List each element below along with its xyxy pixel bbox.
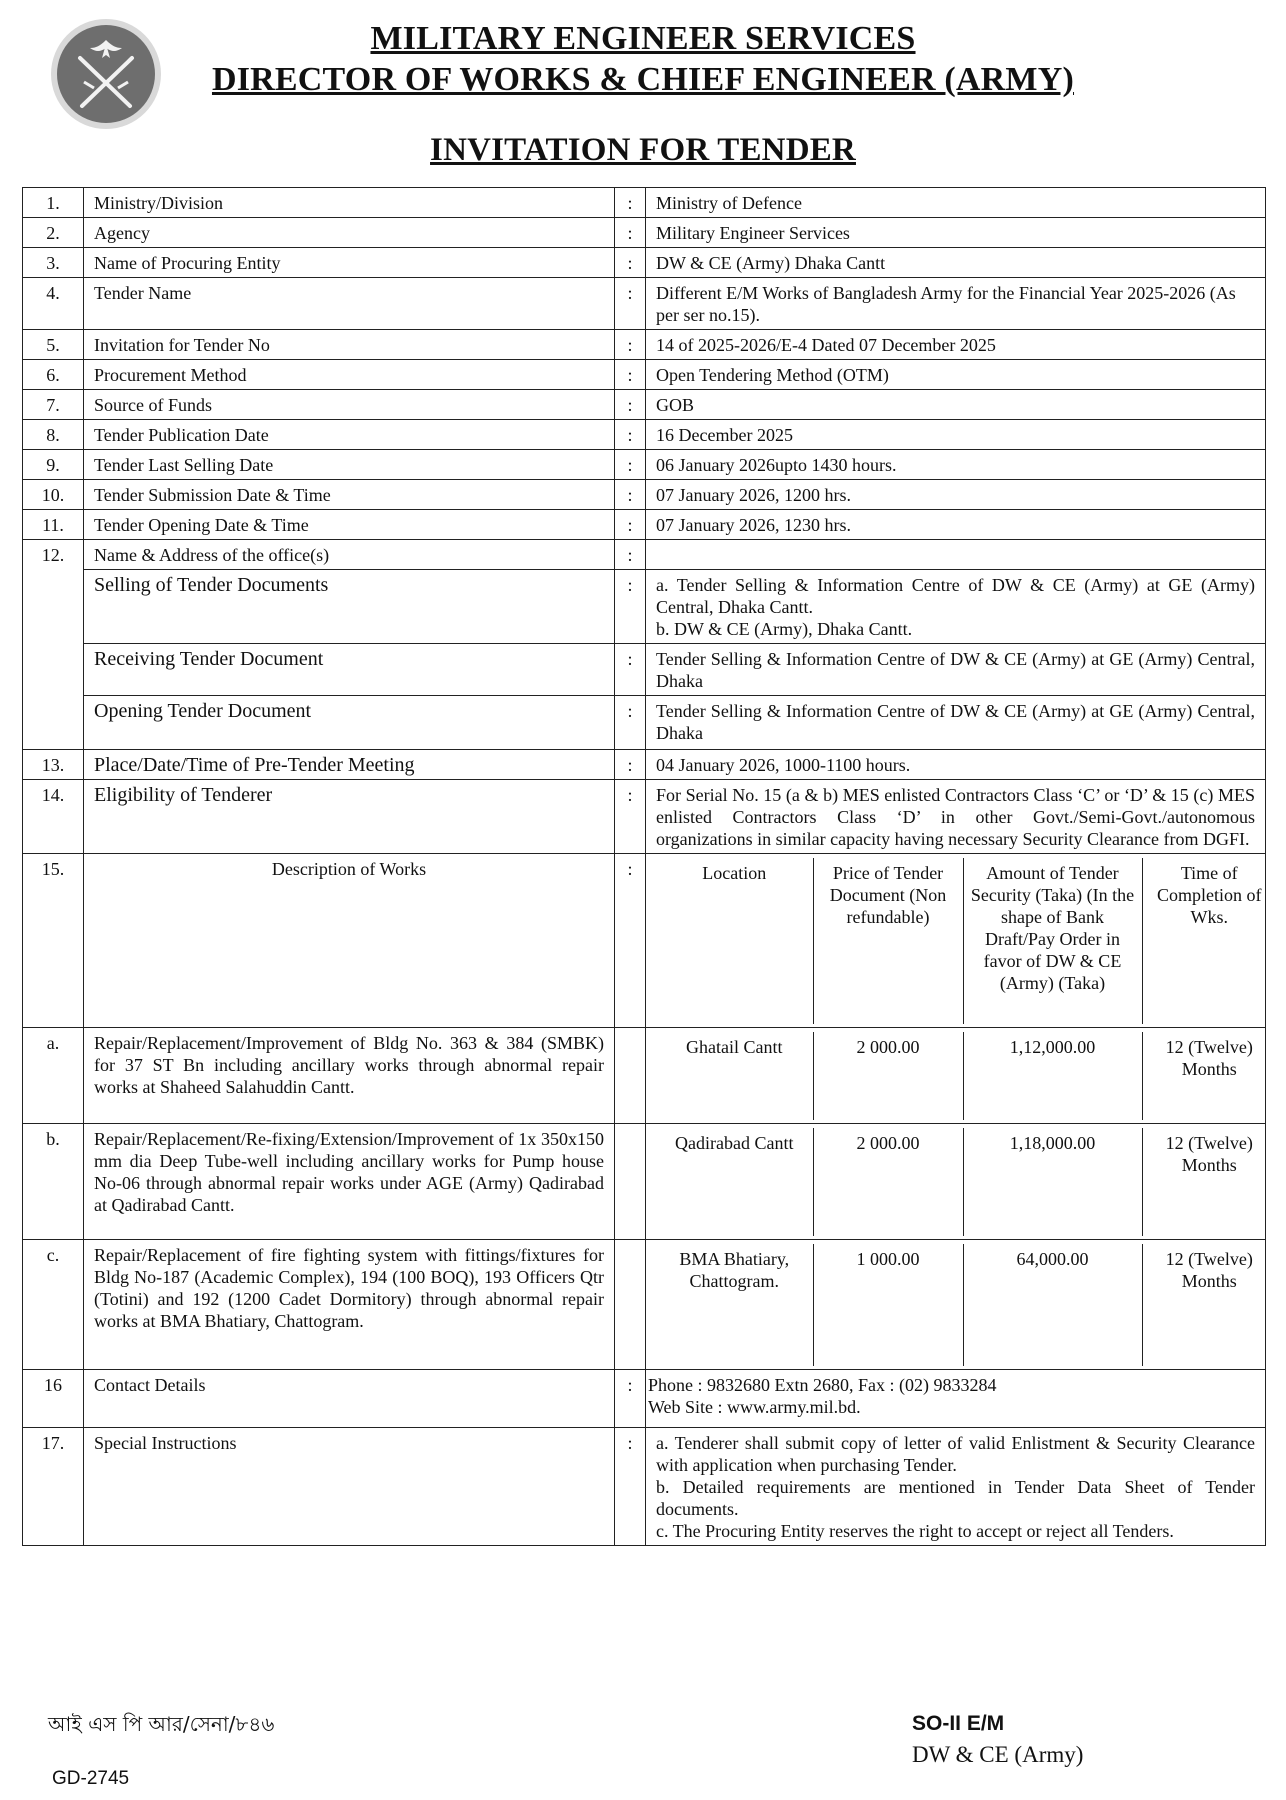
row-label: Contact Details [84,1370,615,1428]
row-colon: : [615,780,646,854]
work-details [646,1240,1266,1370]
row-colon: : [615,540,646,570]
table-row [23,450,1266,480]
header-line-2: DIRECTOR OF WORKS & CHIEF ENGINEER (ARMY) [211,61,1075,98]
special-instructions [646,1428,1266,1546]
table-row [23,696,1266,750]
row-value: Open Tendering Method (OTM) [646,360,1266,390]
row-value: Ministry of Defence [646,188,1266,218]
row-number: 3. [23,248,84,278]
work-description: Repair/Replacement/Improvement of Bldg No. 363 & 384 (SMBK) for 37 ST Bn including ancillary works through abnormal repair works at Shaheed Salahuddin Cantt. [84,1028,615,1124]
row-label: Name of Procuring Entity [84,248,615,278]
row-colon: : [615,218,646,248]
row-number: 6. [23,360,84,390]
table-row [23,390,1266,420]
row-value: 16 December 2025 [646,420,1266,450]
row-number: 1. [23,188,84,218]
row-colon-empty [615,1240,646,1370]
table-row [23,570,1266,644]
row-number: 7. [23,390,84,420]
row-colon: : [615,644,646,696]
table-row [23,360,1266,390]
row-colon: : [615,570,646,644]
row-label: Source of Funds [84,390,615,420]
row-number: 15. [23,854,84,1028]
selling-value [646,570,1266,644]
row-number: 8. [23,420,84,450]
contact-phone: Phone : 9832680 Extn 2680, Fax : (02) 9833284 [648,1375,997,1395]
tender-table [22,187,1266,1546]
table-row [23,1240,1266,1370]
time-header: Time of Completion of Wks. [1142,858,1276,1024]
row-number: 10. [23,480,84,510]
row-label: Invitation for Tender No [84,330,615,360]
location-header: Location [702,863,767,883]
row-number: 17. [23,1428,84,1546]
work-location: BMA Bhatiary, Chattogram. [679,1249,790,1291]
selling-label: Selling of Tender Documents [84,570,615,644]
table-row [23,248,1266,278]
table-row [23,510,1266,540]
table-row [23,1428,1266,1546]
row-colon: : [615,1370,646,1428]
table-row [23,644,1266,696]
table-row [23,1124,1266,1240]
selling-a: a. Tender Selling & Information Centre of DW & CE (Army) at GE (Army) Central, Dhaka Cantt. [656,575,1255,617]
work-time: 12 (Twelve) Months [1142,1244,1276,1366]
work-price: 2 000.00 [813,1032,963,1120]
bengali-reference: আই এস পি আর/সেনা/৮৪৬ [48,1712,275,1736]
row-number: 4. [23,278,84,330]
security-header: Amount of Tender Security (Taka) (In the shape of Bank Draft/Pay Order in favor of DW & CE (Army) (Taka) [963,858,1142,1024]
work-security: 64,000.00 [963,1244,1142,1366]
selling-b: b. DW & CE (Army), Dhaka Cantt. [656,619,913,639]
opening-value: Tender Selling & Information Centre of DW & CE (Army) at GE (Army) Central, Dhaka [646,696,1266,750]
row-colon: : [615,510,646,540]
row-number: 12. [23,540,84,750]
table-row [23,750,1266,780]
work-security: 1,12,000.00 [963,1032,1142,1120]
work-number: a. [23,1028,84,1124]
row-colon: : [615,330,646,360]
work-security: 1,18,000.00 [963,1128,1142,1236]
row-colon: : [615,854,646,1028]
row-number: 9. [23,450,84,480]
row-colon-empty [615,1124,646,1240]
work-time: 12 (Twelve) Months [1142,1128,1276,1236]
row-value: 07 January 2026, 1230 hrs. [646,510,1266,540]
row-number: 11. [23,510,84,540]
row-label: Tender Name [84,278,615,330]
work-price: 2 000.00 [813,1128,963,1236]
work-description: Repair/Replacement of fire fighting system with fittings/fixtures for Bldg No-187 (Academic Complex), 194 (100 BOQ), 193 Officers Qtr (Totini) and 192 (1200 Cadet Dormitory) through abnormal repair works at BMA Bhatiary, Chattogram. [84,1240,615,1370]
work-details [646,1124,1266,1240]
work-price: 1 000.00 [813,1244,963,1366]
work-details [646,1028,1266,1124]
opening-label: Opening Tender Document [84,696,615,750]
table-row [23,188,1266,218]
row-label: Procurement Method [84,360,615,390]
row-label: Tender Submission Date & Time [84,480,615,510]
table-row [23,1028,1266,1124]
instruction-a: a. Tenderer shall submit copy of letter of valid Enlistment & Security Clearance with application when purchasing Tender. [656,1433,1255,1475]
receiving-label: Receiving Tender Document [84,644,615,696]
row-label: Tender Opening Date & Time [84,510,615,540]
instruction-b: b. Detailed requirements are mentioned in Tender Data Sheet of Tender documents. [656,1477,1255,1519]
table-row [23,278,1266,330]
price-header: Price of Tender Document (Non refundable) [813,858,963,1024]
table-row [23,420,1266,450]
contact-details [646,1370,1266,1428]
table-row [23,854,1266,1028]
row-colon: : [615,1428,646,1546]
row-value: For Serial No. 15 (a & b) MES enlisted Contractors Class ‘C’ or ‘D’ & 15 (c) MES enlisted Contractors Class ‘D’ in other Govt./Semi-Govt./autonomous organizations in similar capacity having necessary Security Clearance from DGFI. [646,780,1266,854]
work-number: c. [23,1240,84,1370]
work-location: Ghatail Cantt [686,1037,783,1057]
table-row [23,780,1266,854]
row-colon: : [615,188,646,218]
receiving-value: Tender Selling & Information Centre of DW & CE (Army) at GE (Army) Central, Dhaka [646,644,1266,696]
page-title: INVITATION FOR TENDER [430,132,856,168]
row-label: Special Instructions [84,1428,615,1546]
work-number: b. [23,1124,84,1240]
row-value: 07 January 2026, 1200 hrs. [646,480,1266,510]
row-number: 2. [23,218,84,248]
row-number: 13. [23,750,84,780]
header-line-1: MILITARY ENGINEER SERVICES [370,20,916,57]
table-row [23,1370,1266,1428]
row-colon: : [615,696,646,750]
instruction-c: c. The Procuring Entity reserves the right to accept or reject all Tenders. [656,1521,1174,1541]
row-value-empty [646,540,1266,570]
work-time: 12 (Twelve) Months [1142,1032,1276,1120]
row-colon: : [615,750,646,780]
row-value: 06 January 2026upto 1430 hours. [646,450,1266,480]
works-header-cells [646,854,1266,1028]
row-colon: : [615,420,646,450]
row-label: Tender Last Selling Date [84,450,615,480]
row-number: 16 [23,1370,84,1428]
row-label: Name & Address of the office(s) [84,540,615,570]
row-number: 14. [23,780,84,854]
signature-office: DW & CE (Army) [912,1742,1084,1767]
table-row [23,540,1266,570]
row-value: Military Engineer Services [646,218,1266,248]
description-header: Description of Works [84,854,615,1028]
row-colon: : [615,480,646,510]
row-value: 04 January 2026, 1000-1100 hours. [646,750,1266,780]
gd-number: GD-2745 [52,1768,130,1789]
row-number: 5. [23,330,84,360]
row-colon-empty [615,1028,646,1124]
row-value: 14 of 2025-2026/E-4 Dated 07 December 2025 [646,330,1266,360]
contact-website: Web Site : www.army.mil.bd. [648,1397,861,1417]
row-label: Agency [84,218,615,248]
row-label: Place/Date/Time of Pre-Tender Meeting [84,750,615,780]
signature-title: SO-II E/M [912,1712,1005,1735]
row-value: Different E/M Works of Bangladesh Army for the Financial Year 2025-2026 (As per ser no.15). [646,278,1266,330]
row-label: Ministry/Division [84,188,615,218]
table-row [23,218,1266,248]
work-description: Repair/Replacement/Re-fixing/Extension/Improvement of 1x 350x150 mm dia Deep Tube-well including ancillary works for Pump house No-06 through abnormal repair works under AGE (Army) Qadirabad at Qadirabad Cantt. [84,1124,615,1240]
row-value: GOB [646,390,1266,420]
row-colon: : [615,360,646,390]
row-label: Tender Publication Date [84,420,615,450]
row-label: Eligibility of Tenderer [84,780,615,854]
table-row [23,330,1266,360]
row-colon: : [615,248,646,278]
work-location: Qadirabad Cantt [675,1133,794,1153]
table-row [23,480,1266,510]
row-colon: : [615,450,646,480]
row-colon: : [615,278,646,330]
row-value: DW & CE (Army) Dhaka Cantt [646,248,1266,278]
row-colon: : [615,390,646,420]
